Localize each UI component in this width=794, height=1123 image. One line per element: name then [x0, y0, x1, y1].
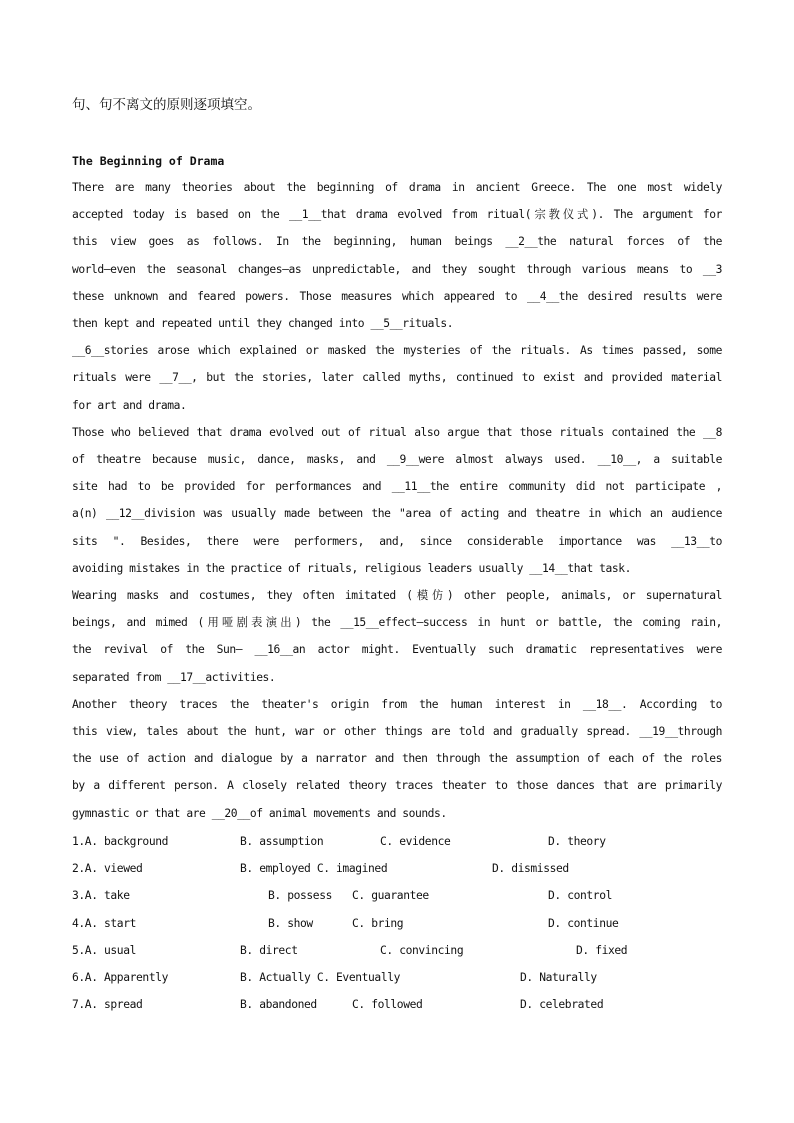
option-text: 3.A. take — [72, 889, 130, 903]
passage-line: separated from __17__activities. — [72, 670, 276, 684]
option-text: D. fixed — [576, 943, 628, 957]
option-text: B. direct — [240, 943, 298, 957]
passage-line: There are many theories about the beginning of drama in ancient Greece. The one most widely — [72, 181, 722, 194]
option-text: B. employed C. imagined — [240, 862, 388, 876]
option-text: 6.A. Apparently — [72, 971, 169, 984]
option-text: D. control — [548, 889, 613, 903]
option-text: D. dismissed — [492, 862, 569, 876]
passage-line: for art and drama. — [72, 398, 187, 412]
option-text: 2.A. viewed — [72, 862, 143, 876]
passage-line: Wearing masks and costumes, they often imitated (模仿) other people, animals, or supernatural — [72, 589, 722, 602]
passage-title: The Beginning of Drama — [72, 154, 225, 168]
option-text: 4.A. start — [72, 916, 137, 930]
passage-line: a(n) __12__division was usually made between the "area of acting and theatre in which an audience — [72, 507, 722, 521]
passage-line: sits ". Besides, there were performers, and, since considerable importance was __13__to — [72, 534, 722, 548]
option-text: C. guarantee — [352, 889, 429, 903]
passage-line: by a different person. A closely related theory traces theater to those dances that are primarily — [72, 779, 722, 793]
option-text: 7.A. spread — [72, 998, 143, 1012]
option-text: C. convincing — [380, 943, 464, 957]
option-text: C. evidence — [380, 835, 451, 848]
passage-line: world—even the seasonal changes—as unpredictable, and they sought through various means to __3 — [72, 262, 722, 276]
passage-line: these unknown and feared powers. Those measures which appeared to __4__the desired results were — [72, 289, 722, 303]
passage-line: __6__stories arose which explained or masked the mysteries of the rituals. As times passed, some — [72, 344, 722, 358]
option-text: C. bring — [352, 916, 404, 930]
option-text: B. Actually C. Eventually — [240, 971, 401, 984]
option-text: D. celebrated — [520, 998, 604, 1012]
intro-instruction: 句、句不离文的原则逐项填空。 — [72, 97, 261, 113]
passage-line: of theatre because music, dance, masks, and __9__were almost always used. __10__, a suitable — [72, 453, 722, 466]
passage-line: the use of action and dialogue by a narrator and then through the assumption of each of the roles — [72, 752, 722, 766]
option-text: B. abandoned — [240, 998, 317, 1012]
passage-line: gymnastic or that are __20__of animal movements and sounds. — [72, 806, 447, 820]
option-text: D. Naturally — [520, 971, 597, 984]
option-text: B. assumption — [240, 835, 324, 848]
option-text: 5.A. usual — [72, 943, 137, 957]
passage-line: rituals were __7__, but the stories, later called myths, continued to exist and provided material — [72, 371, 722, 385]
passage-line: this view goes as follows. In the beginning, human beings __2__the natural forces of the — [72, 235, 722, 249]
option-text: D. theory — [548, 835, 606, 848]
passage-line: then kept and repeated until they changed into __5__rituals. — [72, 317, 454, 330]
passage-line: avoiding mistakes in the practice of rituals, religious leaders usually __14__that task. — [72, 561, 631, 575]
option-text: 1.A. background — [72, 835, 169, 848]
passage-line: this view, tales about the hunt, war or other things are told and gradually spread. __19__through — [72, 725, 722, 738]
passage-line: Those who believed that drama evolved out of ritual also argue that those rituals contained the __8 — [72, 425, 722, 439]
option-text: B. show — [268, 916, 313, 930]
passage-line: site had to be provided for performances and __11__the entire community did not participate , — [72, 480, 722, 494]
option-text: C. followed — [352, 998, 423, 1012]
passage-line: the revival of the Sun— __16__an actor might. Eventually such dramatic representatives were — [72, 643, 722, 657]
passage-line: Another theory traces the theater's origin from the human interest in __18__. According to — [72, 697, 722, 711]
option-text: B. possess — [268, 889, 333, 903]
passage-line: beings, and mimed (用哑剧表演出) the __15__effect—success in hunt or battle, the coming rain, — [72, 616, 722, 630]
option-text: D. continue — [548, 916, 619, 930]
passage-line: accepted today is based on the __1__that drama evolved from ritual(宗教仪式). The argument for — [72, 208, 722, 222]
